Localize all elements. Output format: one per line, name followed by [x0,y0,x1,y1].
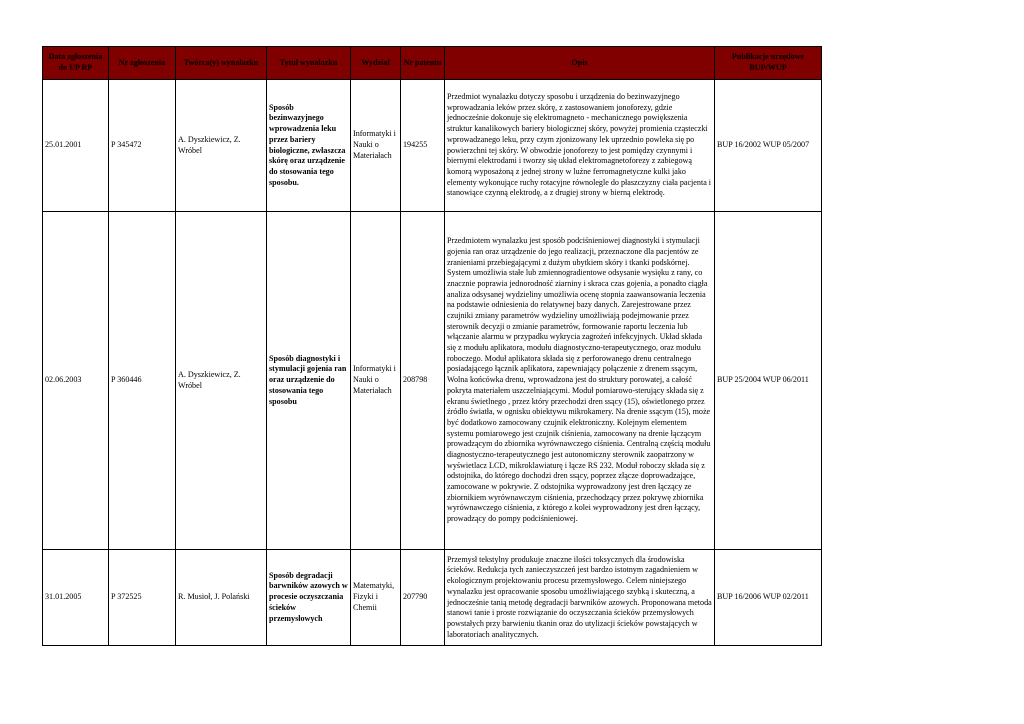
cell-description: Przedmiotem wynalazku jest sposób podciśnieniowej diagnostyki i stymulacji gojenia ran oraz urządzenie do jego realizacji, przeznaczone dla pacjentów ze zranieniami przebiegającymi z dużym ubytkiem skóry i tkanki podskórnej. System umożliwia stałe lub zmiennogradientowe odsysanie wysięku z rany, co znacznie poprawia jednorodność ziarniny i skraca czas gojenia, a ponadto ciągła analiza odsysanej wydzieliny umożliwia ocenę stopnia zaawansowania leczenia na podstawie odniesienia do relatywnej bazy danych. Zarejestrowane przez czujniki zmiany parametrów wydzieliny umożliwiają podejmowanie przez sterownik decyzji o zmianie parametrów, formowanie raportu leczenia lub włączanie alarmu w przypadku wykrycia zagrożeń infekcyjnych. Układ składa się z modułu aplikatora, modułu diagnostyczno-terapeutycznego, oraz modułu roboczego. Moduł aplikatora składa się z perforowanego drenu centralnego posiadającego łącznik aplikatora, zapewniający połączenie z drenem ssącym, Wolna końcówka drenu, wprowadzona jest do struktury porowatej, a całość pokryta materiałem uszczelniającymi. Moduł pomiarowo-sterujący składa się z ekranu świetlnego , przez który przechodzi dren ssący (15), oświetlonego przez źródło światła, w ognisku obiektywu mikrokamery. Na drenie ssącym (15), może być dodatkowo zamocowany czujnik elektroniczny. Kolejnym elementem systemu pomiarowego jest czujnik ciśnienia, zamocowany na drenie łączącym prowadzącym do zbiornika wyrównawczego ciśnienia. Centralną częścią modułu diagnostyczno-terapeutycznego jest autonomiczny sterownik zaopatrzony w wyświetlacz LCD, mikroklawiaturę i łącze RS 232. Moduł roboczy składa się z odstojnika, do którego dochodzi dren ssący, poprzez złącze doprowadzające, zamocowane w pokrywie. Z odstojnika wyprowadzony jest dren łączący ze zbiornikiem wyrównawczym ciśnienia, przechodzący przez pokrywę zbiornika wyrównawczego ciśnienia, z którego z kolei wyprowadzony jest dren łączący, prowadzący do pompy podciśnieniowej. [445,212,715,550]
cell-date: 31.01.2005 [43,550,109,646]
cell-description: Przemysł tekstylny produkuje znaczne ilości toksycznych dla środowiska ścieków. Redukcja tych zanieczyszczeń jest bardzo istotnym zagadnieniem w ekologicznym projektowaniu procesu przemysłowego. Celem niniejszego wynalazku jest opracowanie sposobu umożliwiającego szybką i skuteczną, a jednocześnie tanią metodę degradacji barwników azowych. Proponowana metoda stanowi tanie i proste rozwiązanie do oczyszczania ścieków przemysłowych powstałych przy barwieniu tkanin oraz do utylizacji ścieków powstających w laboratoriach analitycznych. [445,550,715,646]
header-patent: Nr patentu [401,47,445,80]
cell-publications: BUP 16/2002 WUP 05/2007 [715,80,822,212]
cell-patent: 208798 [401,212,445,550]
cell-creators: A. Dyszkiewicz, Z. Wróbel [176,80,267,212]
table-row [43,212,822,550]
header-row [43,47,822,80]
cell-patent: 194255 [401,80,445,212]
header-creators: Twórca(y) wynalazku [176,47,267,80]
header-number: Nr zgłoszenia [109,47,176,80]
header-publications: Publikacje urzędowe BUP/WUP [715,47,822,80]
cell-description: Przedmiot wynalazku dotyczy sposobu i urządzenia do bezinwazyjnego wprowadzania leków przez skórę, z zastosowaniem jonoforezy, gdzie jednocześnie dokonuje się elektromagneto - mechanicznego powiększenia struktur kanalikowych bariery biologicznej skóry, powyżej promienia cząsteczki wprowadzanego leku, przy czym zjonizowany lek uprzednio powleka się po powierzchni tej skóry. W obwodzie jonoforezy to jest pomiędzy czynnymi i biernymi elektrodami i tworzy się układ elektromagnetoforezy z zabiegową komorą wyposażoną z jednej strony w luźne ferromagnetyczne kulki jako elementy wykonujące ruchy rotacyjne równolegle do płaszczyzny ciała pacjenta i stanowiące czynną elektrodę, a z drugiej strony w bierną elektrodę. [445,80,715,212]
cell-number: P 372525 [109,550,176,646]
cell-patent: 207790 [401,550,445,646]
table-row [43,550,822,646]
cell-faculty: Matematyki, Fizyki i Chemii [351,550,401,646]
cell-title: Sposób diagnostyki i stymulacji gojenia ran oraz urządzenie do stosowania tego sposobu [267,212,351,550]
cell-date: 02.06.2003 [43,212,109,550]
cell-creators: R. Musioł, J. Polański [176,550,267,646]
inventions-table [42,46,822,646]
header-faculty: Wydział [351,47,401,80]
cell-creators: A. Dyszkiewicz, Z. Wróbel [176,212,267,550]
cell-title: Sposób bezinwazyjnego wprowadzenia leku przez bariery biologiczne, zwłaszcza skórę oraz urządzenie do stosowania tego sposobu. [267,80,351,212]
header-description: Opis [445,47,715,80]
cell-number: P 360446 [109,212,176,550]
cell-faculty: Informatyki i Nauki o Materiałach [351,212,401,550]
header-date: Data zgłoszenia do UP RP [43,47,109,80]
cell-number: P 345472 [109,80,176,212]
cell-date: 25.01.2001 [43,80,109,212]
cell-faculty: Informatyki i Nauki o Materiałach [351,80,401,212]
cell-publications: BUP 25/2004 WUP 06/2011 [715,212,822,550]
cell-publications: BUP 16/2006 WUP 02/2011 [715,550,822,646]
table-row [43,80,822,212]
cell-title: Sposób degradacji barwników azowych w procesie oczyszczania ścieków przemysłowych [267,550,351,646]
header-title: Tytuł wynalazku [267,47,351,80]
